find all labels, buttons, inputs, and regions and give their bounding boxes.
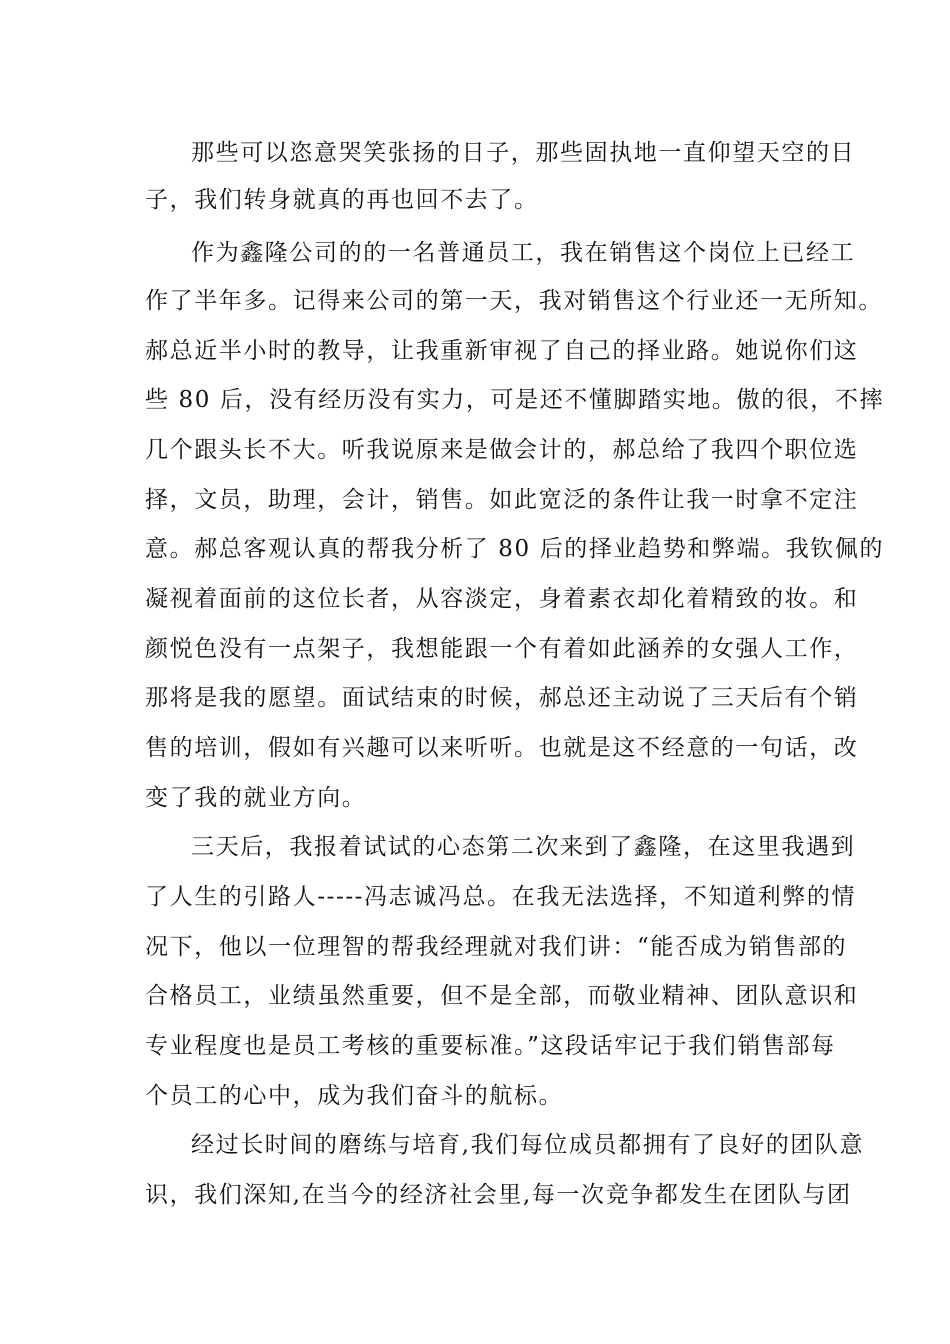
text-line: 颜悦色没有一点架子，我想能跟一个有着如此涵养的女强人工作， — [145, 636, 859, 662]
text-line: 那将是我的愿望。面试结束的时候，郝总还主动说了三天后有个销 — [145, 685, 859, 711]
text-line: 三天后，我报着试试的心态第二次来到了鑫隆，在这里我遇到 — [191, 834, 856, 860]
text-line: 售的培训，假如有兴趣可以来听听。也就是这不经意的一句话，改 — [145, 735, 859, 761]
text-line: 子，我们转身就真的再也回不去了。 — [145, 187, 539, 213]
text-line: 择，文员，助理，会计，销售。如此宽泛的条件让我一时拿不定注 — [145, 487, 859, 513]
text-line: 几个跟头长不大。听我说原来是做会计的，郝总给了我四个职位选 — [145, 437, 859, 463]
text-line: 况下，他以一位理智的帮我经理就对我们讲：“能否成为销售部的 — [145, 934, 848, 960]
text-line: 凝视着面前的这位长者，从容淡定，身着素衣却化着精致的妆。和 — [145, 586, 859, 612]
text-line: 个员工的心中，成为我们奋斗的航标。 — [145, 1083, 564, 1109]
text-line: 了人生的引路人-----冯志诚冯总。在我无法选择，不知道利弊的情 — [145, 884, 857, 910]
text-line: 专业程度也是员工考核的重要标准。”这段话牢记于我们销售部每 — [145, 1033, 836, 1059]
text-line: 意。郝总客观认真的帮我分析了 80 后的择业趋势和弊端。我钦佩的 — [145, 536, 885, 562]
text-line: 合格员工，业绩虽然重要，但不是全部，而敬业精神、团队意识和 — [145, 983, 859, 1009]
text-line: 识，我们深知,在当今的经济社会里,每一次竞争都发生在团队与团 — [145, 1182, 852, 1208]
text-line: 作了半年多。记得来公司的第一天，我对销售这个行业还一无所知。 — [145, 288, 883, 314]
text-line: 变了我的就业方向。 — [145, 785, 367, 811]
text-line: 些 80 后，没有经历没有实力，可是还不懂脚踏实地。傲的很，不摔 — [145, 387, 885, 413]
text-line: 经过长时间的磨练与培育,我们每位成员都拥有了良好的团队意 — [191, 1132, 865, 1158]
text-line: 作为鑫隆公司的的一名普通员工，我在销售这个岗位上已经工 — [191, 240, 856, 266]
text-line: 那些可以恣意哭笑张扬的日子，那些固执地一直仰望天空的日 — [191, 140, 856, 166]
text-line: 郝总近半小时的教导，让我重新审视了自己的择业路。她说你们这 — [145, 338, 859, 364]
